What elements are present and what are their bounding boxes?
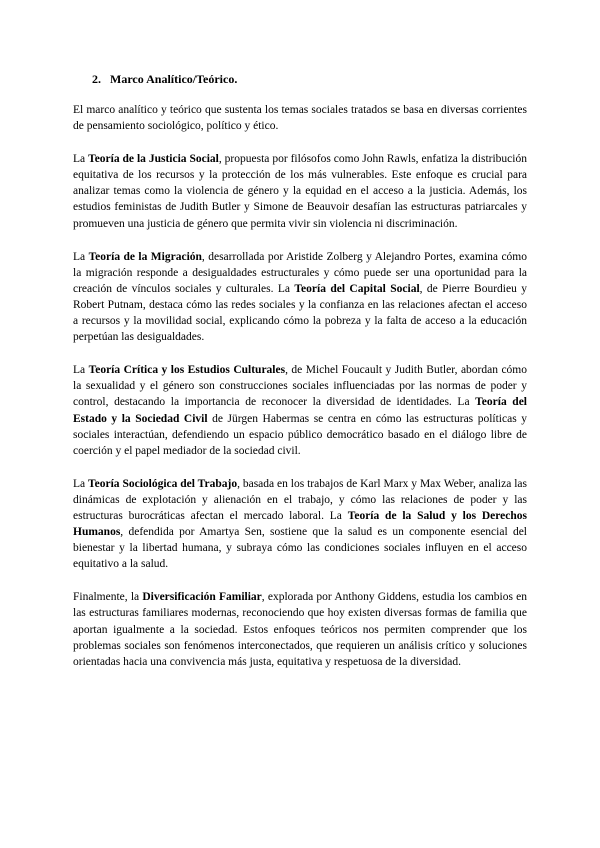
- bold-term: Teoría del Capital Social: [294, 282, 420, 295]
- paragraph-text: La: [73, 364, 89, 377]
- paragraph-justicia-social: [73, 151, 527, 231]
- paragraph-intro: [73, 102, 527, 134]
- section-heading: [92, 72, 527, 87]
- bold-term: Teoría Sociológica del Trabajo: [88, 477, 238, 490]
- section-number: 2.: [92, 72, 101, 86]
- paragraph-text: La: [73, 153, 89, 166]
- paragraph-text: La: [73, 250, 89, 263]
- paragraph-text: de Jürgen Habermas se centra en cómo las estructuras políticas y sociales interactúan, defendiendo un espacio público democrático basado en el diálogo libre de coerción y el papel mediador de la sociedad civil.: [73, 412, 527, 457]
- section-title: Marco Analítico/Teórico.: [110, 72, 238, 86]
- bold-term: Teoría de la Salud y los Derechos Humanos: [73, 509, 528, 539]
- bold-term: Teoría de la Justicia Social: [88, 153, 219, 166]
- paragraph-text: , basada en los trabajos de Karl Marx y Max Weber, analiza las dinámicas de explotación y alienación en el trabajo, y cómo las relaciones de poder y las estructuras burocráticas afectan el mercado laboral. La: [73, 477, 527, 522]
- paragraph-text: , defendida por Amartya Sen, sostiene que la salud es un componente esencial del bienestar y la libertad humana, y subraya cómo las condiciones sociales influyen en el acceso equitativo a la salud.: [73, 526, 527, 571]
- bold-term: Teoría del Estado y la Sociedad Civil: [73, 396, 528, 425]
- paragraph-text: , propuesta por filósofos como John Rawls, enfatiza la distribución equitativa de los recursos y la protección de los más vulnerables. Este enfoque es crucial para analizar temas como la violencia de género y la equidad en el acceso a la justicia. Además, los estudios feministas de Judith Butler y Simone de Beauvoir desafían las estructuras patriarcales y promueven una justicia de género que permita vivir sin violencia ni discriminación.: [73, 153, 527, 230]
- paragraph-teoria-critica: [73, 362, 527, 459]
- bold-term: Teoría de la Migración: [88, 250, 202, 263]
- bold-term: Teoría Crítica y los Estudios Culturales: [88, 364, 286, 377]
- paragraph-trabajo: [73, 476, 527, 573]
- paragraph-text: , de Michel Foucault y Judith Butler, abordan cómo la sexualidad y el género son construcciones sociales influenciadas por las normas de poder y control, destacando la importancia de reconocer la diversidad de identidades. La: [73, 364, 527, 409]
- paragraph-migracion: [73, 249, 527, 346]
- bold-term: Diversificación Familiar: [142, 591, 262, 604]
- paragraph-text: El marco analítico y teórico que sustenta los temas sociales tratados se basa en diversas corrientes de pensamiento sociológico, político y ético.: [73, 104, 527, 133]
- paragraph-text: , de Pierre Bourdieu y Robert Putnam, destaca cómo las redes sociales y la confianza en las relaciones afectan el acceso a recursos y la movilidad social, explicando cómo la pobreza y la falta de acceso a la educación perpetúan las desigualdades.: [73, 282, 527, 344]
- paragraph-text: La: [73, 477, 89, 490]
- paragraph-familia: [73, 589, 527, 669]
- paragraph-text: , explorada por Anthony Giddens, estudia los cambios en las estructuras familiares modernas, reconociendo que hoy existen diversas formas de familia que aportan igualmente a la sociedad. Estos enfoques teóricos nos permiten comprender que los problemas sociales son fenómenos interconectados, que requieren un análisis crítico y soluciones orientadas hacia una convivencia más justa, equitativa y respetuosa de la diversidad.: [73, 591, 527, 668]
- paragraph-text: Finalmente, la: [73, 591, 143, 604]
- paragraph-text: , desarrollada por Aristide Zolberg y Alejandro Portes, examina cómo la migración responde a desigualdades estructurales y cómo puede ser una oportunidad para la creación de vínculos sociales y culturales. La: [73, 250, 528, 295]
